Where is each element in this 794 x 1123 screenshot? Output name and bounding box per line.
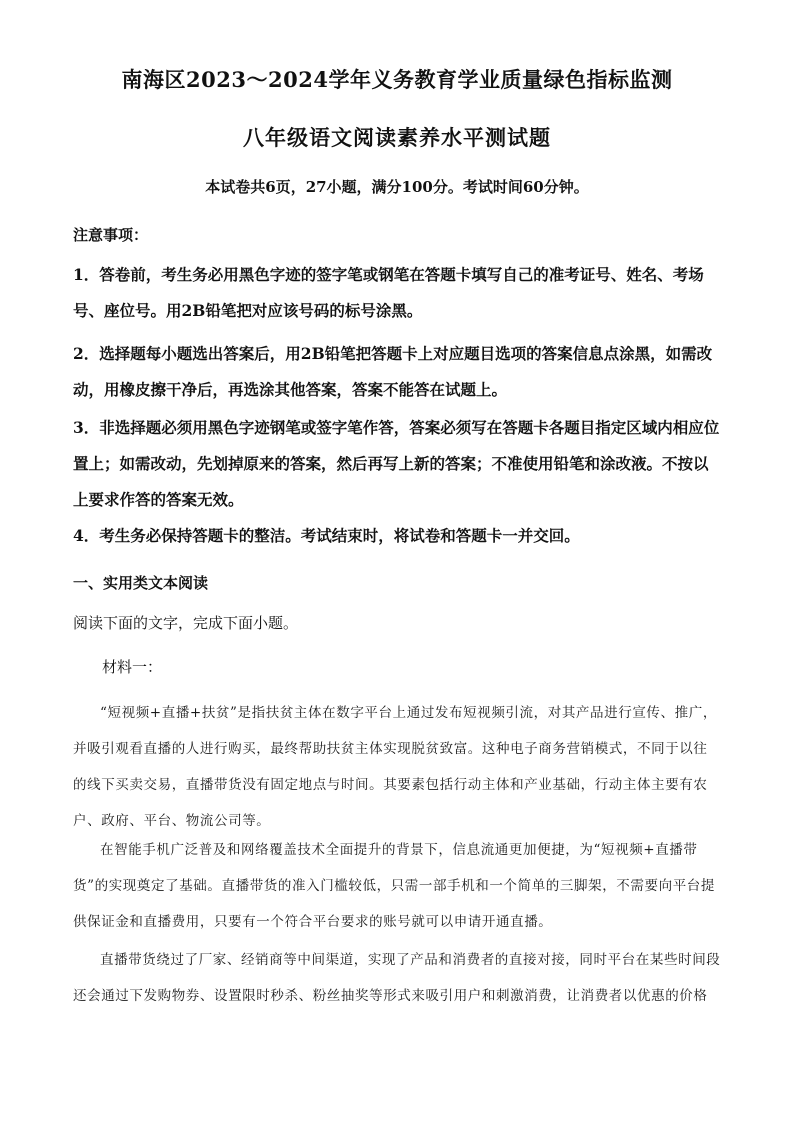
exam-info: 本试卷共6页，27小题，满分100分。考试时间60分钟。 [205,178,589,196]
notice-item-1: 1．答卷前，考生务必用黑色字迹的签字笔或钢笔在答题卡填写自己的准考证号、姓名、考场号、座位号。用2B铅笔把对应该号码的标号涂黑。 [73,265,704,320]
notice-item-4: 4．考生务必保持答题卡的整洁。考试结束时，将试卷和答题卡一并交回。 [73,526,580,545]
notice-heading: 注意事项： [73,226,149,244]
material-paragraph-2: 在智能手机广泛普及和网络覆盖技术全面提升的背景下，信息流通更加便捷，为“短视频+直播带货”的实现奠定了基础。直播带货的准入门槛较低，只需一部手机和一个简单的三脚架，不需要向平台提供保证金和直播费用，只要有一个符合平台要求的账号就可以申请开通直播。 [73,842,715,930]
section-heading: 一、实用类文本阅读 [73,574,209,592]
material-paragraph-3: 直播带货绕过了厂家、经销商等中间渠道，实现了产品和消费者的直接对接，同时平台在某些时间段还会通过下发购物券、设置限时秒杀、粉丝抽奖等形式来吸引用户和刺激消费，让消费者以优惠的价格 [73,952,721,1004]
exam-title-line1: 南海区2023～2024学年义务教育学业质量绿色指标监测 [121,67,673,92]
material-paragraph-1: “短视频+直播+扶贫”是指扶贫主体在数字平台上通过发布短视频引流，对其产品进行宣传、推广，并吸引观看直播的人进行购买，最终帮助扶贫主体实现脱贫致富。这种电子商务营销模式，不同于以往的线下买卖交易，直播带货没有固定地点与时间。其要素包括行动主体和产业基础，行动主体主要有农户、政府、平台、物流公司等。 [73,705,717,829]
notice-item-2: 2．选择题每小题选出答案后，用2B铅笔把答题卡上对应题目选项的答案信息点涂黑，如需改动，用橡皮擦干净后，再选涂其他答案，答案不能答在试题上。 [73,344,713,399]
material-label: 材料一： [102,658,163,676]
exam-title-line2: 八年级语文阅读素养水平测试题 [243,125,551,150]
notice-item-3: 3．非选择题必须用黑色字迹钢笔或签字笔作答，答案必须写在答题卡各题目指定区域内相应位置上；如需改动，先划掉原来的答案，然后再写上新的答案；不准使用铅笔和涂改液。不按以上要求作答的答案无效。 [73,418,720,509]
section-instruction: 阅读下面的文字，完成下面小题。 [73,614,299,632]
